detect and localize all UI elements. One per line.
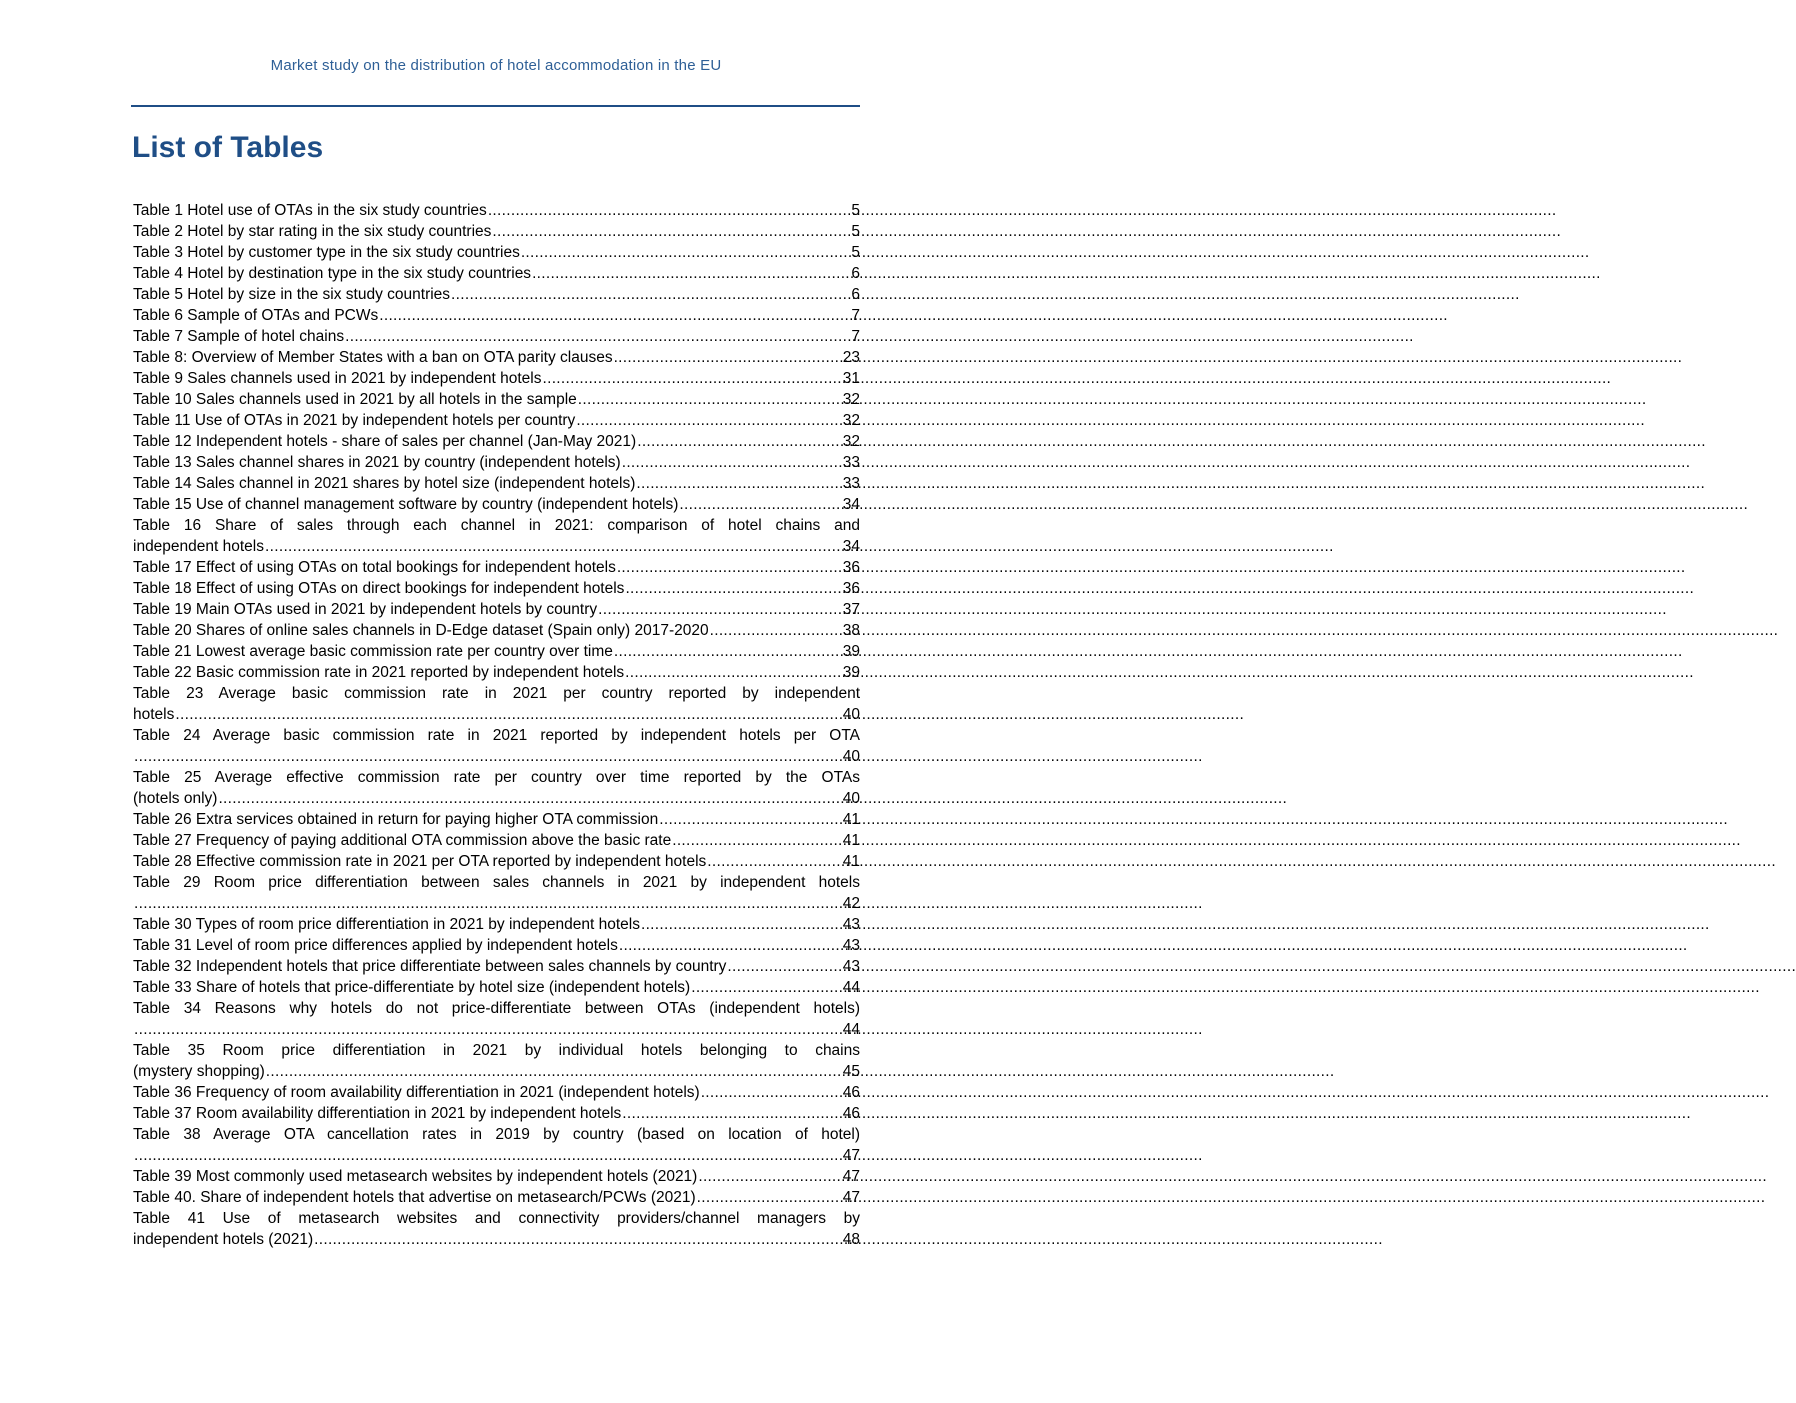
toc-entry[interactable] (133, 578, 860, 599)
toc-entry-title: Table 13 Sales channel shares in 2021 by country (independent hotels) (133, 454, 621, 471)
toc-page-number: 6 (851, 286, 860, 303)
toc-entry-title: Table 23 Average basic commission rate in 2021 per country reported by independent (133, 685, 860, 702)
dot-leader (709, 620, 843, 641)
toc-entry[interactable] (133, 221, 860, 242)
toc-entry-title: Table 17 Effect of using OTAs on total bookings for independent hotels (133, 559, 616, 576)
toc-entry[interactable] (133, 368, 860, 389)
dot-leader (313, 1229, 843, 1250)
toc-entry[interactable] (133, 557, 860, 578)
toc-entry-title: Table 3 Hotel by customer type in the six study countries (133, 244, 520, 261)
toc-entry[interactable] (133, 830, 860, 851)
toc-entry[interactable] (133, 956, 860, 977)
dot-leader (577, 389, 843, 410)
toc-entry-title-continued: independent hotels (2021) (133, 1231, 314, 1248)
toc-entry[interactable] (133, 1166, 860, 1187)
toc-entry-title: Table 39 Most commonly used metasearch websites by independent hotels (2021) (133, 1168, 698, 1185)
toc-entry[interactable] (133, 1187, 860, 1208)
dot-leader (618, 935, 843, 956)
toc-entry[interactable] (133, 662, 860, 683)
dot-leader (671, 830, 843, 851)
toc-entry[interactable] (133, 452, 860, 473)
toc-page-number: 33 (842, 475, 860, 492)
toc-page-number: 5 (851, 202, 860, 219)
toc-entry[interactable] (133, 473, 860, 494)
toc-entry[interactable] (133, 641, 860, 662)
toc-entry-title-continued: hotels (133, 706, 175, 723)
toc-page-number: 42 (842, 895, 860, 912)
dot-leader (613, 347, 843, 368)
toc-page-number: 45 (842, 1063, 860, 1080)
toc-entry[interactable] (133, 767, 860, 809)
dot-leader (133, 1019, 843, 1040)
dot-leader (378, 305, 851, 326)
dot-leader (700, 1082, 843, 1103)
page-title: List of Tables (132, 131, 324, 164)
toc-entry-title: Table 31 Level of room price differences applied by independent hotels (133, 937, 618, 954)
toc-entry[interactable] (133, 1103, 860, 1124)
toc-entry[interactable] (133, 1208, 860, 1250)
dot-leader (265, 1061, 843, 1082)
toc-page-number: 32 (842, 412, 860, 429)
toc-entry[interactable] (133, 305, 860, 326)
toc-entry-title: Table 12 Independent hotels - share of sales per channel (Jan-May 2021) (133, 433, 637, 450)
toc-entry[interactable] (133, 977, 860, 998)
dot-leader (613, 641, 843, 662)
toc-page-number: 43 (842, 916, 860, 933)
toc-entry[interactable] (133, 284, 860, 305)
toc-page-number: 33 (842, 454, 860, 471)
toc-page-number: 44 (842, 1021, 860, 1038)
toc-entry-title: Table 18 Effect of using OTAs on direct bookings for independent hotels (133, 580, 625, 597)
toc-entry[interactable] (133, 410, 860, 431)
toc-entry-title: Table 32 Independent hotels that price differentiate between sales channels by country (133, 958, 727, 975)
toc-page-number: 6 (851, 265, 860, 282)
toc-entry[interactable] (133, 1082, 860, 1103)
toc-page-number: 44 (842, 979, 860, 996)
toc-entry[interactable] (133, 998, 860, 1040)
dot-leader (531, 263, 851, 284)
toc-page-number: 41 (842, 832, 860, 849)
toc-entry[interactable] (133, 242, 860, 263)
toc-entry-title: Table 27 Frequency of paying additional OTA commission above the basic rate (133, 832, 672, 849)
toc-entry-title-continued: independent hotels (133, 538, 265, 555)
toc-page-number: 32 (842, 391, 860, 408)
toc-entry-title: Table 21 Lowest average basic commission rate per country over time (133, 643, 613, 660)
toc-entry-title: Table 33 Share of hotels that price-differentiate by hotel size (independent hotels) (133, 979, 691, 996)
toc-page-number: 39 (842, 643, 860, 660)
toc-entry-title: Table 37 Room availability differentiation in 2021 by independent hotels (133, 1105, 622, 1122)
dot-leader (678, 494, 842, 515)
toc-page-number: 41 (842, 853, 860, 870)
dot-leader (636, 431, 843, 452)
toc-entry-title: Table 19 Main OTAs used in 2021 by independent hotels by country (133, 601, 598, 618)
dot-leader (575, 410, 842, 431)
toc-page-number: 43 (842, 958, 860, 975)
toc-entry-title: Table 8: Overview of Member States with a ban on OTA parity clauses (133, 349, 613, 366)
toc-entry-title: Table 2 Hotel by star rating in the six study countries (133, 223, 492, 240)
toc-entry-title: Table 25 Average effective commission rate per country over time reported by the OTAs (133, 769, 860, 786)
toc-page-number: 39 (842, 664, 860, 681)
toc-entry[interactable] (133, 620, 860, 641)
toc-entry-title: Table 11 Use of OTAs in 2021 by independent hotels per country (133, 412, 576, 429)
toc-page-number: 40 (842, 706, 860, 723)
toc-page-number: 48 (842, 1231, 860, 1248)
dot-leader (726, 956, 842, 977)
dot-leader (616, 557, 843, 578)
dot-leader (624, 662, 843, 683)
dot-leader (264, 536, 843, 557)
toc-page-number: 5 (851, 244, 860, 261)
toc-page-number: 32 (842, 433, 860, 450)
toc-page-number: 41 (842, 811, 860, 828)
dot-leader (133, 1145, 843, 1166)
toc-entry[interactable] (133, 809, 860, 830)
toc-entry[interactable] (133, 851, 860, 872)
toc-page-number: 23 (842, 349, 860, 366)
toc-entry-title: Table 9 Sales channels used in 2021 by independent hotels (133, 370, 542, 387)
toc-entry[interactable] (133, 935, 860, 956)
dot-leader (487, 200, 852, 221)
toc-page-number: 34 (842, 496, 860, 513)
toc-entry-title: Table 30 Types of room price differentiation in 2021 by independent hotels (133, 916, 640, 933)
toc-entry-title: Table 35 Room price differentiation in 2021 by individual hotels belonging to chains (133, 1042, 860, 1059)
toc-entry-title: Table 7 Sample of hotel chains (133, 328, 345, 345)
dot-leader (706, 851, 842, 872)
dot-leader (640, 914, 843, 935)
list-of-tables (133, 200, 860, 1250)
toc-entry-title: Table 5 Hotel by size in the six study countries (133, 286, 451, 303)
dot-leader (696, 1187, 843, 1208)
toc-entry-title: Table 41 Use of metasearch websites and connectivity providers/channel managers by (133, 1210, 860, 1227)
dot-leader (635, 473, 842, 494)
toc-entry-title: Table 28 Effective commission rate in 2021 per OTA reported by independent hotels (133, 853, 707, 870)
toc-entry-title: Table 24 Average basic commission rate in 2021 reported by independent hotels per OTA (133, 727, 860, 744)
dot-leader (344, 326, 851, 347)
toc-entry[interactable] (133, 515, 860, 557)
toc-entry-title: Table 1 Hotel use of OTAs in the six study countries (133, 202, 487, 219)
header-divider (131, 105, 860, 107)
toc-entry-title: Table 36 Frequency of room availability differentiation in 2021 (independent hotels) (133, 1084, 700, 1101)
toc-entry-title: Table 26 Extra services obtained in return for paying higher OTA commission (133, 811, 659, 828)
toc-entry[interactable] (133, 914, 860, 935)
running-header: Market study on the distribution of hotel accommodation in the EU (270, 57, 722, 74)
toc-entry[interactable] (133, 494, 860, 515)
toc-page-number: 40 (842, 790, 860, 807)
dot-leader (174, 704, 842, 725)
toc-entry-title-continued: (mystery shopping) (133, 1063, 265, 1080)
toc-entry-title: Table 14 Sales channel in 2021 shares by hotel size (independent hotels) (133, 475, 636, 492)
toc-entry-title: Table 15 Use of channel management software by country (independent hotels) (133, 496, 679, 513)
toc-entry[interactable] (133, 347, 860, 368)
dot-leader (697, 1166, 842, 1187)
toc-page-number: 37 (842, 601, 860, 618)
dot-leader (520, 242, 852, 263)
dot-leader (133, 893, 843, 914)
toc-page-number: 31 (842, 370, 860, 387)
toc-entry[interactable] (133, 872, 860, 914)
toc-entry[interactable] (133, 200, 860, 221)
toc-entry-title-continued: (hotels only) (133, 790, 218, 807)
toc-entry-title: Table 34 Reasons why hotels do not price-differentiate between OTAs (independent hotels) (133, 1000, 860, 1017)
dot-leader (624, 578, 842, 599)
toc-page-number: 47 (842, 1189, 860, 1206)
toc-page-number: 7 (851, 307, 860, 324)
dot-leader (690, 977, 843, 998)
toc-entry-title: Table 20 Shares of online sales channels in D-Edge dataset (Spain only) 2017-2020 (133, 622, 709, 639)
toc-page-number: 5 (851, 223, 860, 240)
toc-page-number: 36 (842, 580, 860, 597)
toc-page-number: 7 (851, 328, 860, 345)
toc-entry[interactable] (133, 1040, 860, 1082)
toc-entry-title: Table 29 Room price differentiation between sales channels in 2021 by independent hotels (133, 874, 860, 891)
dot-leader (133, 746, 843, 767)
toc-page-number: 47 (842, 1147, 860, 1164)
dot-leader (658, 809, 843, 830)
toc-entry[interactable] (133, 599, 860, 620)
toc-page-number: 43 (842, 937, 860, 954)
toc-entry-title: Table 16 Share of sales through each channel in 2021: comparison of hotel chains and (133, 517, 860, 534)
toc-entry[interactable] (133, 326, 860, 347)
dot-leader (217, 788, 842, 809)
dot-leader (450, 284, 851, 305)
toc-entry[interactable] (133, 683, 860, 725)
dot-leader (597, 599, 843, 620)
toc-page-number: 46 (842, 1084, 860, 1101)
toc-page-number: 38 (842, 622, 860, 639)
toc-entry-title: Table 38 Average OTA cancellation rates in 2019 by country (based on location of hotel) (133, 1126, 860, 1143)
toc-entry-title: Table 4 Hotel by destination type in the six study countries (133, 265, 532, 282)
toc-entry[interactable] (133, 1124, 860, 1166)
toc-entry-title: Table 6 Sample of OTAs and PCWs (133, 307, 379, 324)
toc-entry-title: Table 40. Share of independent hotels that advertise on metasearch/PCWs (2021) (133, 1189, 696, 1206)
dot-leader (491, 221, 851, 242)
toc-page-number: 36 (842, 559, 860, 576)
toc-entry[interactable] (133, 263, 860, 284)
toc-page-number: 34 (842, 538, 860, 555)
toc-entry[interactable] (133, 725, 860, 767)
toc-entry-title: Table 10 Sales channels used in 2021 by all hotels in the sample (133, 391, 577, 408)
dot-leader (541, 368, 842, 389)
toc-page-number: 47 (842, 1168, 860, 1185)
toc-page-number: 40 (842, 748, 860, 765)
toc-entry-title: Table 22 Basic commission rate in 2021 reported by independent hotels (133, 664, 625, 681)
dot-leader (621, 1103, 842, 1124)
toc-page-number: 46 (842, 1105, 860, 1122)
dot-leader (621, 452, 843, 473)
toc-entry[interactable] (133, 431, 860, 452)
toc-entry[interactable] (133, 389, 860, 410)
